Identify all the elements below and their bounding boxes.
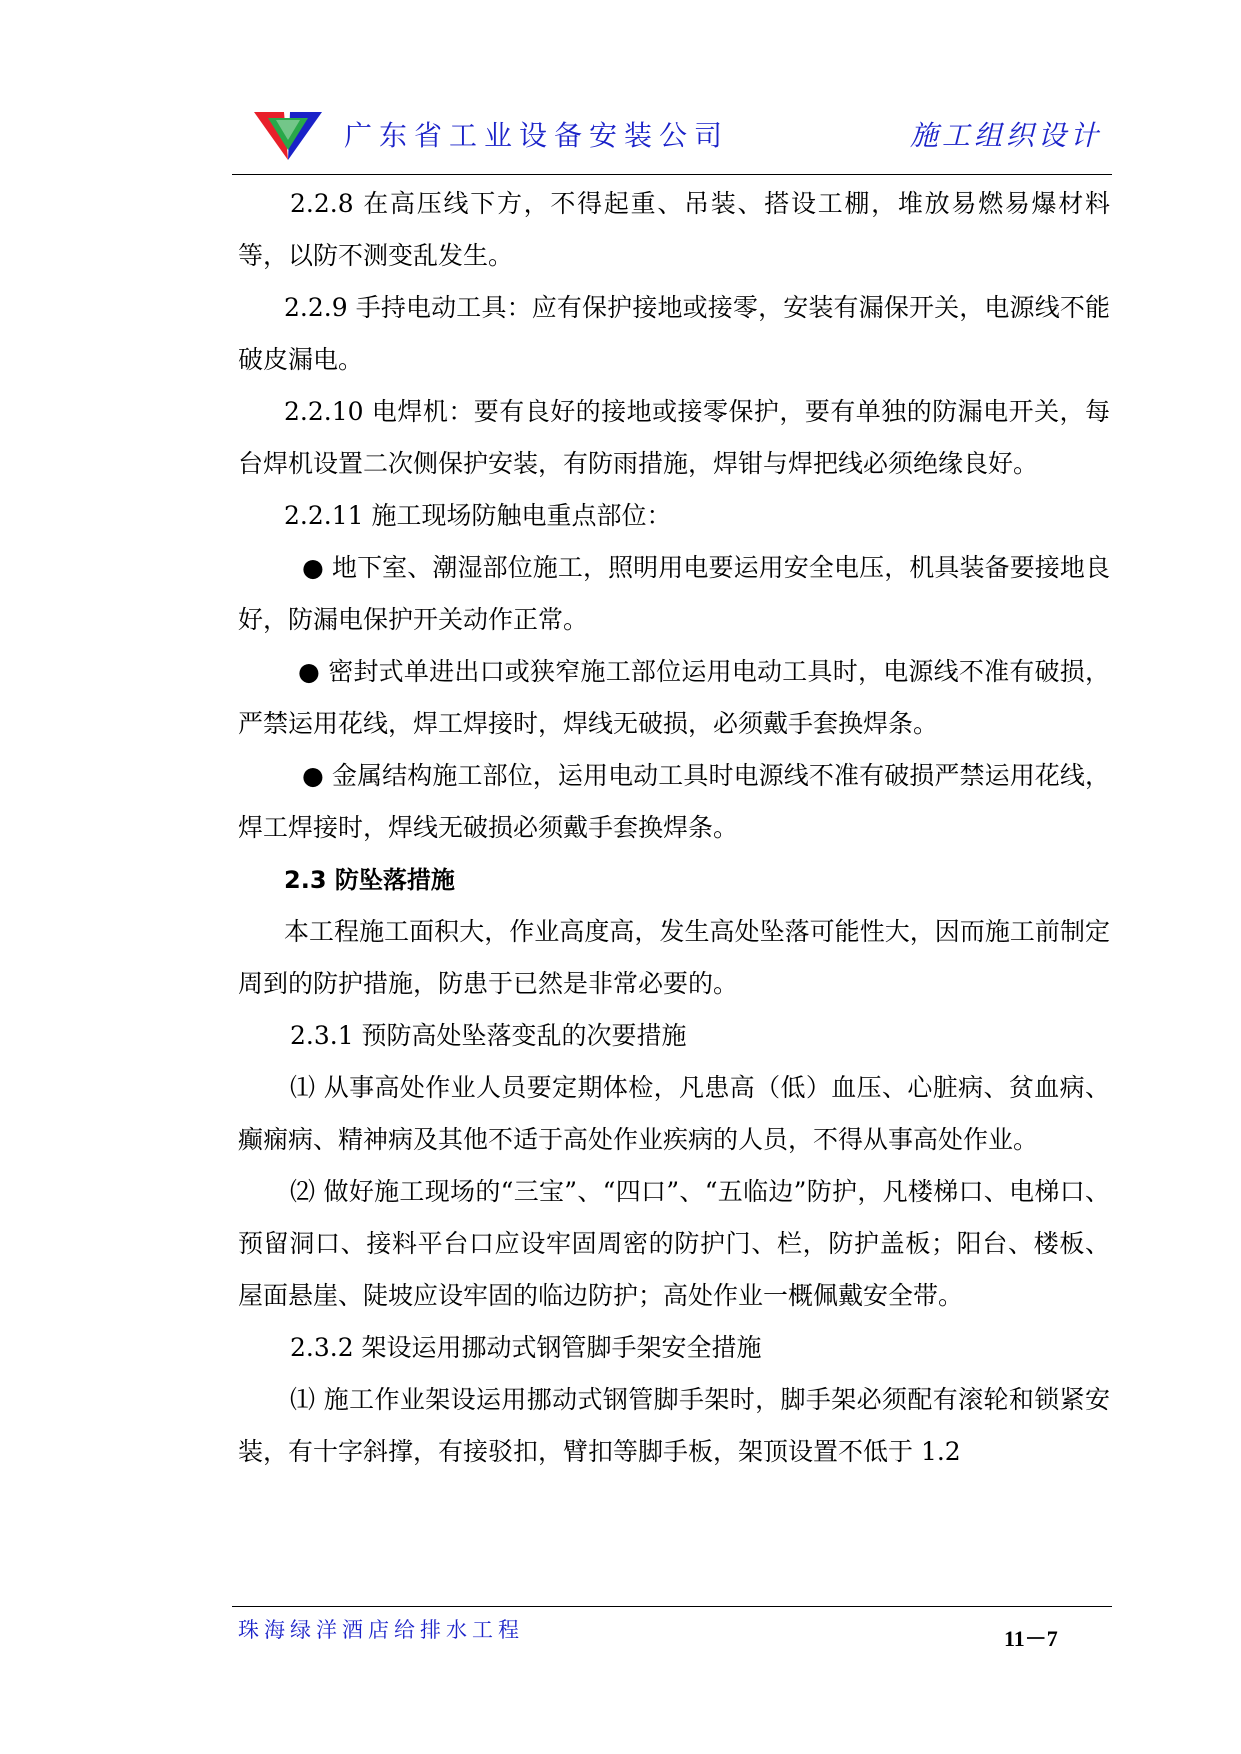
- header-divider: [232, 174, 1112, 175]
- paragraph: ● 金属结构施工部位，运用电动工具时电源线不准有破损严禁运用花线，焊工焊接时，焊线无破损必须戴手套换焊条。: [238, 761, 1110, 842]
- paragraph: 本工程施工面积大，作业高度高，发生高处坠落可能性大，因而施工前制定周到的防护措施，防患于已然是非常必要的。: [238, 917, 1110, 998]
- section-heading: 2.3 防坠落措施: [284, 866, 455, 894]
- paragraph: ● 地下室、潮湿部位施工，照明用电要运用安全电压，机具装备要接地良好，防漏电保护开关动作正常。: [238, 553, 1110, 634]
- company-name: 广东省工业设备安装公司: [344, 119, 730, 152]
- paragraph: 2.2.10 电焊机：要有良好的接地或接零保护，要有单独的防漏电开关，每台焊机设置二次侧保护安装，有防雨措施，焊钳与焊把线必须绝缘良好。: [238, 397, 1110, 478]
- page-number: 11－7: [1004, 1626, 1058, 1651]
- page-header: [232, 92, 1112, 172]
- paragraph: 2.2.9 手持电动工具：应有保护接地或接零，安装有漏保开关，电源线不能破皮漏电。: [238, 293, 1110, 374]
- paragraph: ⑴ 施工作业架设运用挪动式钢管脚手架时，脚手架必须配有滚轮和锁紧安装，有十字斜撑，有接驳扣，臂扣等脚手板，架顶设置不低于 1.2: [238, 1385, 1110, 1466]
- document-title: 施工组织设计: [909, 119, 1102, 152]
- paragraph: ⑴ 从事高处作业人员要定期体检，凡患高（低）血压、心脏病、贫血病、癫痫病、精神病及其他不适于高处作业疾病的人员，不得从事高处作业。: [238, 1073, 1110, 1154]
- paragraph: 2.3.2 架设运用挪动式钢管脚手架安全措施: [290, 1333, 762, 1362]
- paragraph: 2.2.11 施工现场防触电重点部位：: [284, 501, 672, 530]
- project-name: 珠海绿洋酒店给排水工程: [238, 1618, 524, 1642]
- paragraph: 2.2.8 在高压线下方，不得起重、吊装、搭设工棚，堆放易燃易爆材料等，以防不测变乱发生。: [238, 189, 1110, 270]
- company-logo-icon: [254, 110, 322, 162]
- footer-divider: [232, 1606, 1112, 1607]
- paragraph: ● 密封式单进出口或狭窄施工部位运用电动工具时，电源线不准有破损，严禁运用花线，焊工焊接时，焊线无破损，必须戴手套换焊条。: [238, 657, 1110, 738]
- document-body: [238, 178, 1110, 1478]
- paragraph: 2.3.1 预防高处坠落变乱的次要措施: [290, 1021, 687, 1050]
- paragraph: ⑵ 做好施工现场的“三宝”、“四口”、“五临边”防护，凡楼梯口、电梯口、预留洞口、接料平台口应设牢固周密的防护门、栏，防护盖板；阳台、楼板、屋面悬崖、陡坡应设牢固的临边防护；高处作业一概佩戴安全带。: [238, 1177, 1110, 1310]
